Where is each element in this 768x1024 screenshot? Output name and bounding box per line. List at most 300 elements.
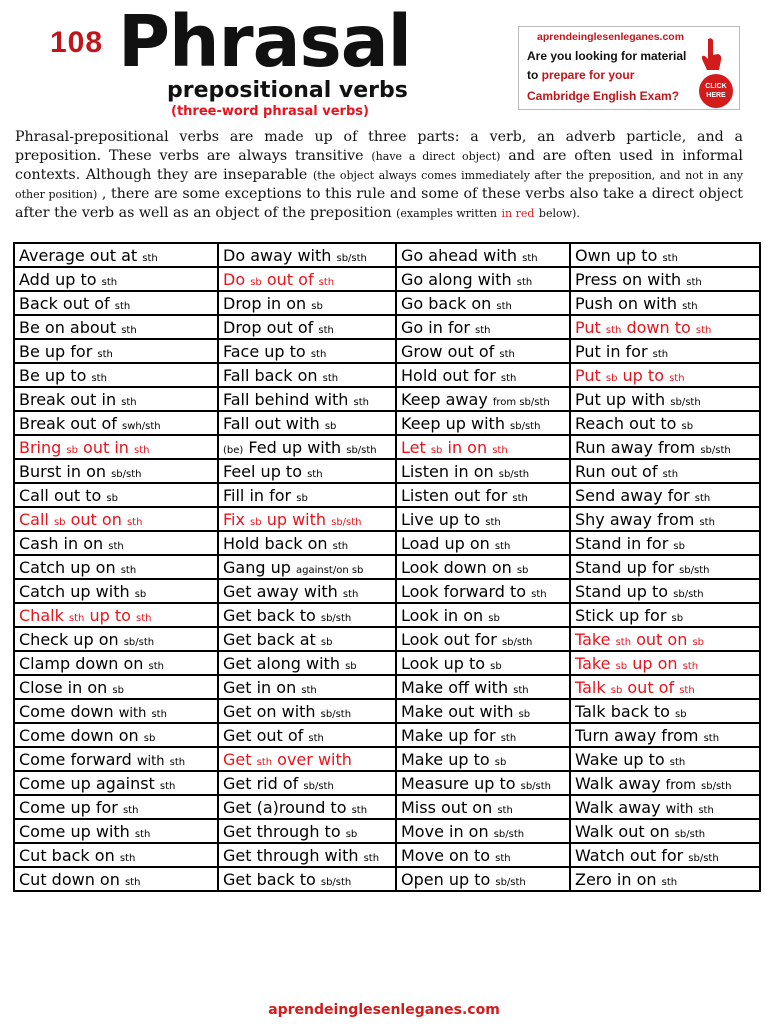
verb-cell (218, 315, 396, 339)
verb-object: sb (320, 636, 333, 648)
verb-cell (396, 819, 570, 843)
verb-text: Back out of (19, 293, 110, 313)
verb-object: sth (332, 540, 349, 552)
verb-text: Measure up to (401, 773, 516, 793)
verb-cell (570, 603, 760, 627)
footer-site-url[interactable]: aprendeinglesenleganes.com (268, 1002, 500, 1018)
verb-text: Fed up with (248, 437, 342, 457)
verb-object: sth (101, 276, 118, 288)
verb-text: Get in on (223, 677, 297, 697)
verb-particle: up on (632, 653, 678, 673)
verb-text: Keep up with (401, 413, 505, 433)
verb-cell (396, 387, 570, 411)
verb-cell (218, 411, 396, 435)
verb-cell (570, 747, 760, 771)
verb-text: Go in for (401, 317, 470, 337)
verb-cell (218, 723, 396, 747)
verb-cell (14, 627, 218, 651)
verb-object: sb/sth (123, 636, 155, 648)
verb-text: Take (575, 629, 611, 649)
verb-text: Let (401, 437, 426, 457)
verb-text: Shy away from (575, 509, 695, 529)
cambridge-ad-banner[interactable] (518, 26, 740, 110)
verb-object: sb/sth (495, 876, 526, 888)
verb-text: Be on about (19, 317, 117, 337)
verb-text: Catch up on (19, 557, 116, 577)
page-title: Phrasal (118, 0, 412, 83)
verb-object: from sb/sth (492, 396, 550, 408)
verb-cell (14, 531, 218, 555)
verb-preposition: with (136, 753, 165, 769)
verb-cell (218, 579, 396, 603)
verb-object: sth (497, 804, 513, 816)
verb-object: sth (682, 660, 699, 672)
intro-text-3: , there are some exceptions to this rule and some of these verbs also take a direct object after the verb as well as an object of the preposition (15, 186, 743, 222)
verb-cell (14, 411, 218, 435)
verb-text: Go ahead with (401, 245, 518, 265)
verb-object: sb (296, 492, 308, 504)
verb-text: Move in on (401, 821, 489, 841)
verb-cell (14, 723, 218, 747)
verb-object: sth (516, 276, 533, 288)
page-subtitle-note: (three-word phrasal verbs) (171, 104, 369, 119)
intro-note-2: (the object always comes immediately after the preposition, and not in any other position) (15, 169, 744, 202)
verb-cell (218, 339, 396, 363)
verb-middle-object: sth (256, 756, 273, 768)
verb-cell (570, 435, 760, 459)
verb-middle-object: sb (66, 444, 78, 456)
verb-cell (14, 771, 218, 795)
verb-text: Get through with (223, 845, 359, 865)
verb-object: sb (112, 684, 124, 696)
verb-object: sb/sth (111, 468, 142, 480)
verb-object: sth (669, 372, 685, 384)
verb-cell (14, 819, 218, 843)
verb-cell (570, 315, 760, 339)
verb-cell (14, 579, 218, 603)
verb-cell (396, 747, 570, 771)
verb-text: Walk away (575, 773, 661, 793)
verb-particle: out on (70, 509, 122, 529)
verb-cell (570, 771, 760, 795)
verb-middle-object: sth (68, 612, 85, 624)
verb-cell (14, 843, 218, 867)
verb-text: Drop in on (223, 293, 307, 313)
verb-text: Hold back on (223, 533, 328, 553)
verb-prefix: (be) (223, 444, 244, 456)
verb-object: sb (518, 708, 531, 720)
table-row (14, 555, 760, 579)
intro-note-3-red: in red (501, 207, 535, 221)
verb-preposition: with (118, 705, 147, 721)
verb-object: sb/sth (498, 468, 530, 480)
phrasal-verbs-table (13, 242, 761, 892)
table-row (14, 723, 760, 747)
verb-object: sth (353, 396, 369, 408)
verb-object: sth (485, 516, 501, 528)
verb-object: sb (345, 660, 357, 672)
verb-text: Check up on (19, 629, 119, 649)
verb-text: Turn away from (575, 725, 699, 745)
verb-middle-object: sb (250, 516, 262, 528)
verb-object: sth (513, 684, 529, 696)
phrasal-verbs-table-body (14, 243, 760, 891)
verb-text: Come down on (19, 725, 139, 745)
verb-text: Get through to (223, 821, 341, 841)
verb-cell (396, 579, 570, 603)
verb-object: sth (126, 516, 143, 528)
verb-cell (14, 483, 218, 507)
verb-cell (570, 651, 760, 675)
verb-cell (14, 795, 218, 819)
verb-object: sb/sth (303, 780, 334, 792)
verb-object: sth (97, 348, 113, 360)
verb-particle: up with (266, 509, 327, 529)
verb-middle-object: sb (250, 276, 262, 288)
verb-text: Get out of (223, 725, 304, 745)
verb-object: sth (531, 588, 547, 600)
verb-cell (570, 483, 760, 507)
verb-text: Close in on (19, 677, 108, 697)
verb-text: Stand in for (575, 533, 669, 553)
verb-object: sth (351, 804, 368, 816)
verb-particle: out in (83, 437, 129, 457)
verb-text: Listen in on (401, 461, 494, 481)
ad-line-2 (527, 68, 634, 82)
verb-object: sth (148, 660, 164, 672)
verb-cell (14, 459, 218, 483)
verb-cell (14, 339, 218, 363)
verb-object: sb/sth (320, 612, 352, 624)
verb-text: Keep away (401, 389, 488, 409)
verb-cell (14, 315, 218, 339)
verb-cell (570, 723, 760, 747)
verb-object: sb (692, 636, 704, 648)
verb-object: sth (662, 252, 678, 264)
verb-object: sth (308, 732, 324, 744)
verb-middle-object: sb (615, 660, 628, 672)
verb-object: sb (673, 540, 685, 552)
verb-cell (570, 531, 760, 555)
verb-text: Miss out on (401, 797, 493, 817)
intro-note-1: (have a direct object) (371, 150, 501, 164)
verb-cell (570, 699, 760, 723)
verb-object: sth (124, 876, 141, 888)
verb-text: Talk back to (575, 701, 670, 721)
verb-object: sth (121, 324, 137, 336)
verb-text: Make off with (401, 677, 509, 697)
verb-cell (396, 675, 570, 699)
verb-cell (396, 243, 570, 267)
verb-cell (218, 819, 396, 843)
verb-particle: in on (447, 437, 488, 457)
verb-text: Call out to (19, 485, 102, 505)
verb-object: sth (679, 684, 695, 696)
verb-text: Run away from (575, 437, 696, 457)
verb-text: Fall behind with (223, 389, 349, 409)
verb-cell (570, 267, 760, 291)
verb-text: Reach out to (575, 413, 677, 433)
verb-cell (570, 843, 760, 867)
verb-cell (396, 603, 570, 627)
verb-cell (570, 795, 760, 819)
verb-object: sth (694, 492, 711, 504)
verb-text: Come up for (19, 797, 118, 817)
verb-text: Get back to (223, 869, 316, 889)
verb-cell (218, 435, 396, 459)
verb-cell (14, 243, 218, 267)
verb-text: Fill in for (223, 485, 292, 505)
verb-object: sth (496, 300, 512, 312)
verb-object: sb (134, 588, 147, 600)
verb-cell (218, 771, 396, 795)
verb-object: sb (494, 756, 507, 768)
verb-particle: up to (89, 605, 131, 625)
verb-object: sth (363, 852, 380, 864)
verb-cell (14, 555, 218, 579)
verb-text: Fall out with (223, 413, 320, 433)
verb-cell (218, 795, 396, 819)
verb-object: sth (318, 276, 335, 288)
verb-cell (396, 507, 570, 531)
verb-text: Watch out for (575, 845, 684, 865)
verb-object: sb/sth (688, 852, 719, 864)
verb-object: sb (311, 300, 323, 312)
verb-text: Grow out of (401, 341, 495, 361)
verb-object: sth (121, 396, 137, 408)
verb-text: Zero in on (575, 869, 657, 889)
verb-object: sth (682, 300, 698, 312)
verb-text: Chalk (19, 605, 64, 625)
intro-paragraph (15, 128, 743, 223)
verb-cell (396, 267, 570, 291)
verb-text: Burst in on (19, 461, 106, 481)
verb-object: sth (122, 804, 139, 816)
verb-cell (396, 363, 570, 387)
verb-text: Catch up with (19, 581, 130, 601)
verb-cell (570, 867, 760, 891)
verb-object: sth (134, 828, 151, 840)
verb-object: sth (661, 876, 678, 888)
verb-cell (14, 747, 218, 771)
verb-object: sb/sth (336, 252, 367, 264)
verb-object: sth (500, 372, 517, 384)
verb-object: sth (120, 564, 137, 576)
verb-text: Bring (19, 437, 62, 457)
table-row (14, 603, 760, 627)
verb-cell (570, 363, 760, 387)
table-row (14, 675, 760, 699)
verb-cell (218, 867, 396, 891)
verb-cell (570, 507, 760, 531)
verb-object: sb (671, 612, 684, 624)
verb-cell (218, 363, 396, 387)
verb-cell (218, 555, 396, 579)
verb-text: Make out with (401, 701, 514, 721)
ad-line-2-to: to (527, 68, 539, 82)
verb-cell (14, 867, 218, 891)
verb-object: sth (310, 348, 327, 360)
verb-text: Come up with (19, 821, 130, 841)
verb-object: sb (490, 660, 502, 672)
verb-cell (396, 843, 570, 867)
verb-text: Put (575, 365, 601, 385)
verb-object: sb/sth (501, 636, 533, 648)
verb-particle: over with (277, 749, 352, 769)
verb-cell (570, 819, 760, 843)
verb-text: Live up to (401, 509, 481, 529)
click-here-button[interactable]: CLICK HERE (699, 74, 733, 108)
verb-object: sth (703, 732, 720, 744)
verb-middle-object: sth (615, 636, 632, 648)
verb-object: sth (669, 756, 686, 768)
verb-text: Walk out on (575, 821, 670, 841)
verb-object: sb (516, 564, 529, 576)
verb-text: Gang up (223, 557, 291, 577)
table-row (14, 579, 760, 603)
verb-cell (218, 699, 396, 723)
verb-text: Drop out of (223, 317, 314, 337)
verb-object: sth (522, 252, 538, 264)
verb-cell (14, 267, 218, 291)
verb-cell (218, 507, 396, 531)
verb-text: Move on to (401, 845, 491, 865)
verb-cell (570, 555, 760, 579)
verb-text: Stand up to (575, 581, 669, 601)
verb-text: Get rid of (223, 773, 299, 793)
table-row (14, 795, 760, 819)
verb-cell (396, 531, 570, 555)
verb-object: sth (686, 276, 702, 288)
verb-text: Feel up to (223, 461, 302, 481)
verb-text: Call (19, 509, 49, 529)
verb-text: Talk (575, 677, 606, 697)
verb-text: Go along with (401, 269, 512, 289)
verb-text: Come down (19, 701, 114, 721)
verb-cell (396, 291, 570, 315)
verb-cell (396, 771, 570, 795)
verb-object: sb/sth (679, 564, 710, 576)
verb-text: Wake up to (575, 749, 665, 769)
verb-particle: out of (627, 677, 675, 697)
verb-cell (396, 795, 570, 819)
verb-particle: down to (626, 317, 691, 337)
verb-preposition: from (665, 777, 696, 793)
verb-cell (570, 627, 760, 651)
verb-cell (14, 291, 218, 315)
verb-cell (218, 291, 396, 315)
verb-text: Stand up for (575, 557, 674, 577)
verb-middle-object: sb (610, 684, 623, 696)
verb-text: Push on with (575, 293, 678, 313)
verb-object: sth (695, 324, 712, 336)
verb-text: Take (575, 653, 611, 673)
verb-text: Go back on (401, 293, 492, 313)
verb-object: sth (698, 804, 714, 816)
verb-object: sb (324, 420, 337, 432)
verb-object: sb (106, 492, 118, 504)
verb-text: Look in on (401, 605, 484, 625)
verb-particle: out on (636, 629, 688, 649)
verb-object: sth (475, 324, 491, 336)
verb-cell (396, 699, 570, 723)
verb-object: sb/sth (520, 780, 552, 792)
table-row (14, 771, 760, 795)
verb-object: sth (114, 300, 131, 312)
verb-cell (396, 315, 570, 339)
verb-object: sb (143, 732, 156, 744)
ad-site-url[interactable]: aprendeinglesenleganes.com (537, 31, 685, 43)
verb-cell (570, 291, 760, 315)
verb-object: sb/sth (701, 780, 732, 792)
verb-text: Come up against (19, 773, 155, 793)
verb-cell (570, 459, 760, 483)
intro-note-3a: (examples written (396, 207, 497, 221)
verb-object: sb (488, 612, 500, 624)
verb-cell (14, 699, 218, 723)
verb-object: sth (142, 252, 158, 264)
page-subtitle: prepositional verbs (167, 78, 408, 103)
verb-text: Get (a)round to (223, 797, 347, 817)
verb-cell (218, 459, 396, 483)
verb-cell (570, 579, 760, 603)
verb-object: sb/sth (700, 444, 731, 456)
verb-object: sth (652, 348, 669, 360)
ad-line-1: Are you looking for material (527, 49, 687, 63)
table-row (14, 411, 760, 435)
verb-cell (218, 651, 396, 675)
verb-text: Load up on (401, 533, 490, 553)
verb-middle-object: sth (605, 324, 622, 336)
verb-text: Open up to (401, 869, 491, 889)
verb-cell (570, 387, 760, 411)
verb-text: Do away with (223, 245, 332, 265)
verb-cell (14, 675, 218, 699)
verb-cell (396, 411, 570, 435)
verb-cell (396, 339, 570, 363)
verb-text: Get back to (223, 605, 316, 625)
table-row (14, 699, 760, 723)
verb-text: Clamp down on (19, 653, 144, 673)
verb-text: Get away with (223, 581, 338, 601)
verb-object: sth (499, 348, 515, 360)
verb-object: sb (675, 708, 687, 720)
verb-object: sb/sth (331, 516, 362, 528)
verb-text: Look down on (401, 557, 512, 577)
verb-object: sth (159, 780, 176, 792)
verb-text: Make up for (401, 725, 496, 745)
verb-text: Break out of (19, 413, 117, 433)
verb-object: sth (169, 756, 186, 768)
table-row (14, 387, 760, 411)
verb-object: sth (494, 540, 511, 552)
table-row (14, 291, 760, 315)
verb-object: sth (322, 372, 339, 384)
verb-cell (396, 867, 570, 891)
verb-cell (396, 651, 570, 675)
hand-pointer-icon (700, 37, 722, 73)
table-row (14, 651, 760, 675)
verb-cell (218, 627, 396, 651)
table-row (14, 267, 760, 291)
verb-text: Send away for (575, 485, 690, 505)
verb-cell (396, 555, 570, 579)
verb-text: Put (575, 317, 601, 337)
verb-middle-object: sb (605, 372, 618, 384)
verb-text: Get along with (223, 653, 340, 673)
verb-object: sth (91, 372, 107, 384)
verb-text: Walk away (575, 797, 661, 817)
